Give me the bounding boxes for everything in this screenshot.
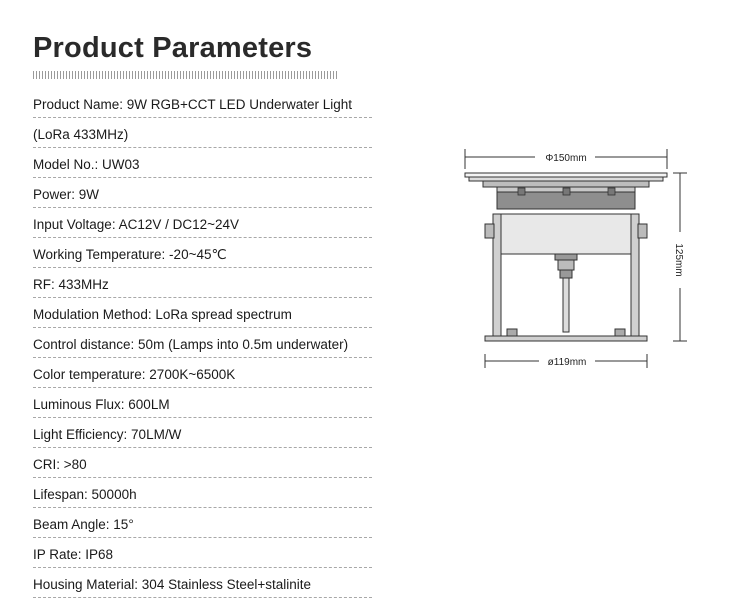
param-working-temperature: Working Temperature: -20~45℃ [33, 240, 378, 270]
top-dimension-label: Φ150mm [545, 153, 587, 164]
param-control-distance: Control distance: 50m (Lamps into 0.5m underwater) [33, 330, 378, 360]
param-model-no: Model No.: UW03 [33, 150, 378, 180]
param-beam-angle: Beam Angle: 15° [33, 510, 378, 540]
product-dimension-drawing [455, 140, 695, 380]
parameter-list [33, 90, 378, 600]
cable-gland [555, 254, 577, 332]
param-modulation-method: Modulation Method: LoRa spread spectrum [33, 300, 378, 330]
param-product-name: Product Name: 9W RGB+CCT LED Underwater Light [33, 90, 378, 120]
param-light-efficiency: Light Efficiency: 70LM/W [33, 420, 378, 450]
param-rf: RF: 433MHz [33, 270, 378, 300]
param-lifespan: Lifespan: 50000h [33, 480, 378, 510]
param-ip-rate: IP Rate: IP68 [33, 540, 378, 570]
title-underline [33, 71, 338, 79]
bottom-dimension-label: ø119mm [547, 357, 587, 368]
param-input-voltage: Input Voltage: AC12V / DC12~24V [33, 210, 378, 240]
param-housing-material: Housing Material: 304 Stainless Steel+stalinite [33, 570, 378, 600]
param-product-name-cont: (LoRa 433MHz) [33, 120, 378, 150]
height-dimension-label: 125mm [673, 243, 684, 277]
param-cri: CRI: >80 [33, 450, 378, 480]
param-luminous-flux: Luminous Flux: 600LM [33, 390, 378, 420]
page-title: Product Parameters [33, 32, 313, 64]
param-power: Power: 9W [33, 180, 378, 210]
param-color-temperature: Color temperature: 2700K~6500K [33, 360, 378, 390]
